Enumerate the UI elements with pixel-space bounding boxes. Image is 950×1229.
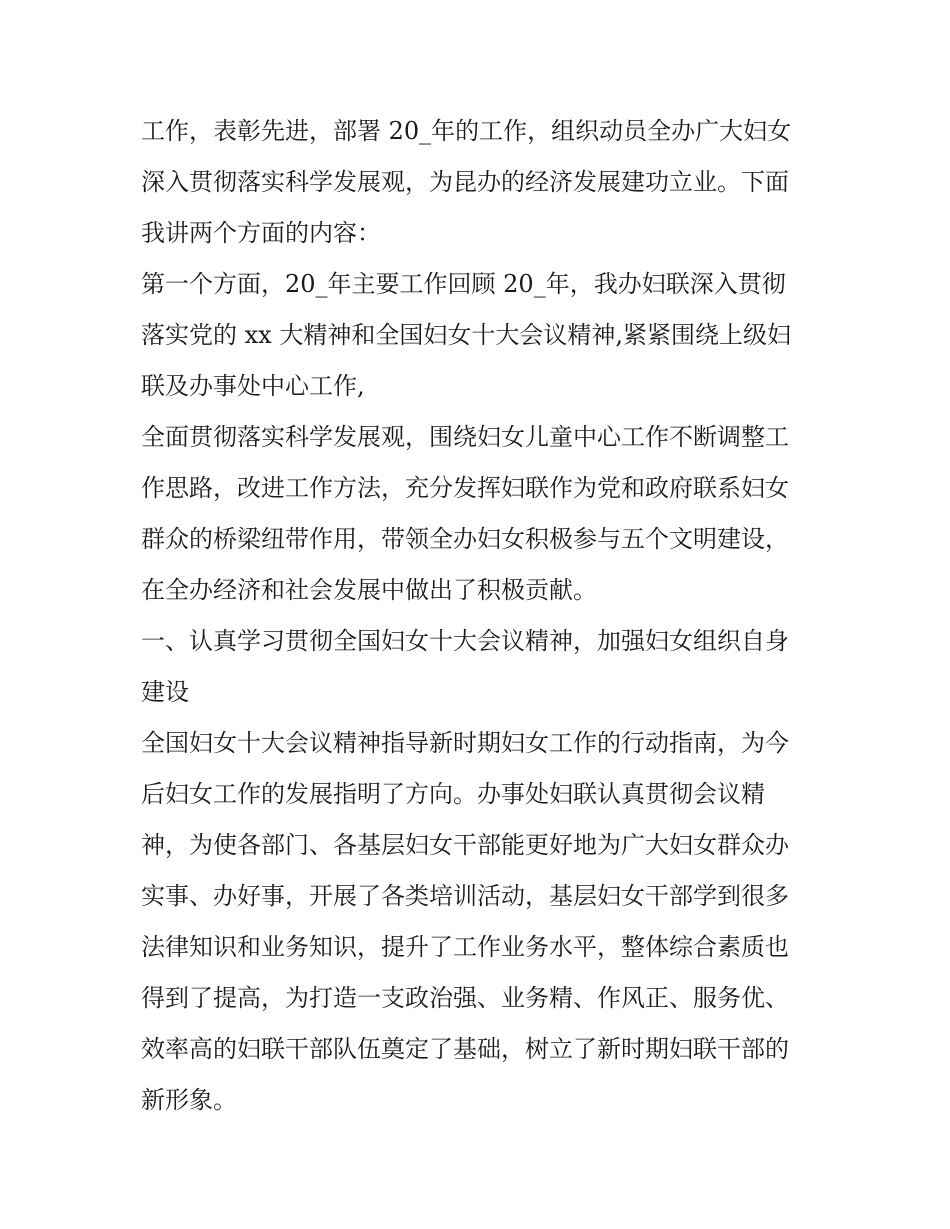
text-line: 在全办经济和社会发展中做出了积极贡献。: [141, 576, 597, 604]
text-line: 后妇女工作的发展指明了方向。办事处妇联认真贯彻会议精: [141, 780, 765, 808]
text-line: 法律知识和业务知识，提升了工作业务水平，整体综合素质也: [141, 933, 789, 961]
text-line: 联及办事处中心工作,: [141, 372, 365, 400]
document-body: [141, 106, 813, 1126]
text-line: 新形象。: [141, 1086, 237, 1114]
text-line: 全面贯彻落实科学发展观，围绕妇女儿童中心工作不断调整工: [141, 423, 789, 451]
text-line: 作思路，改进工作方法，充分发挥妇联作为党和政府联系妇女: [141, 474, 789, 502]
section-heading-line: 一、认真学习贯彻全国妇女十大会议精神，加强妇女组织自身: [141, 627, 789, 655]
text-line: 效率高的妇联干部队伍奠定了基础，树立了新时期妇联干部的: [141, 1035, 789, 1063]
text-line: 神，为使各部门、各基层妇女干部能更好地为广大妇女群众办: [141, 831, 789, 859]
text-line: 落实党的 xx 大精神和全国妇女十大会议精神,紧紧围绕上级妇: [141, 321, 791, 349]
text-line: 实事、办好事，开展了各类培训活动，基层妇女干部学到很多: [141, 882, 789, 910]
text-line: 全国妇女十大会议精神指导新时期妇女工作的行动指南，为今: [141, 729, 789, 757]
text-line: 群众的桥梁纽带作用，带领全办妇女积极参与五个文明建设，: [141, 525, 789, 553]
text-line: 工作，表彰先进，部署 20_年的工作，组织动员全办广大妇女: [141, 117, 792, 145]
text-line: 得到了提高，为打造一支政治强、业务精、作风正、服务优、: [141, 984, 789, 1012]
text-line: 深入贯彻落实科学发展观，为昆办的经济发展建功立业。下面: [141, 168, 789, 196]
text-line: 第一个方面，20_年主要工作回顾 20_年，我办妇联深入贯彻: [141, 270, 786, 298]
section-heading-line: 建设: [141, 678, 189, 706]
text-line: 我讲两个方面的内容：: [141, 219, 381, 247]
